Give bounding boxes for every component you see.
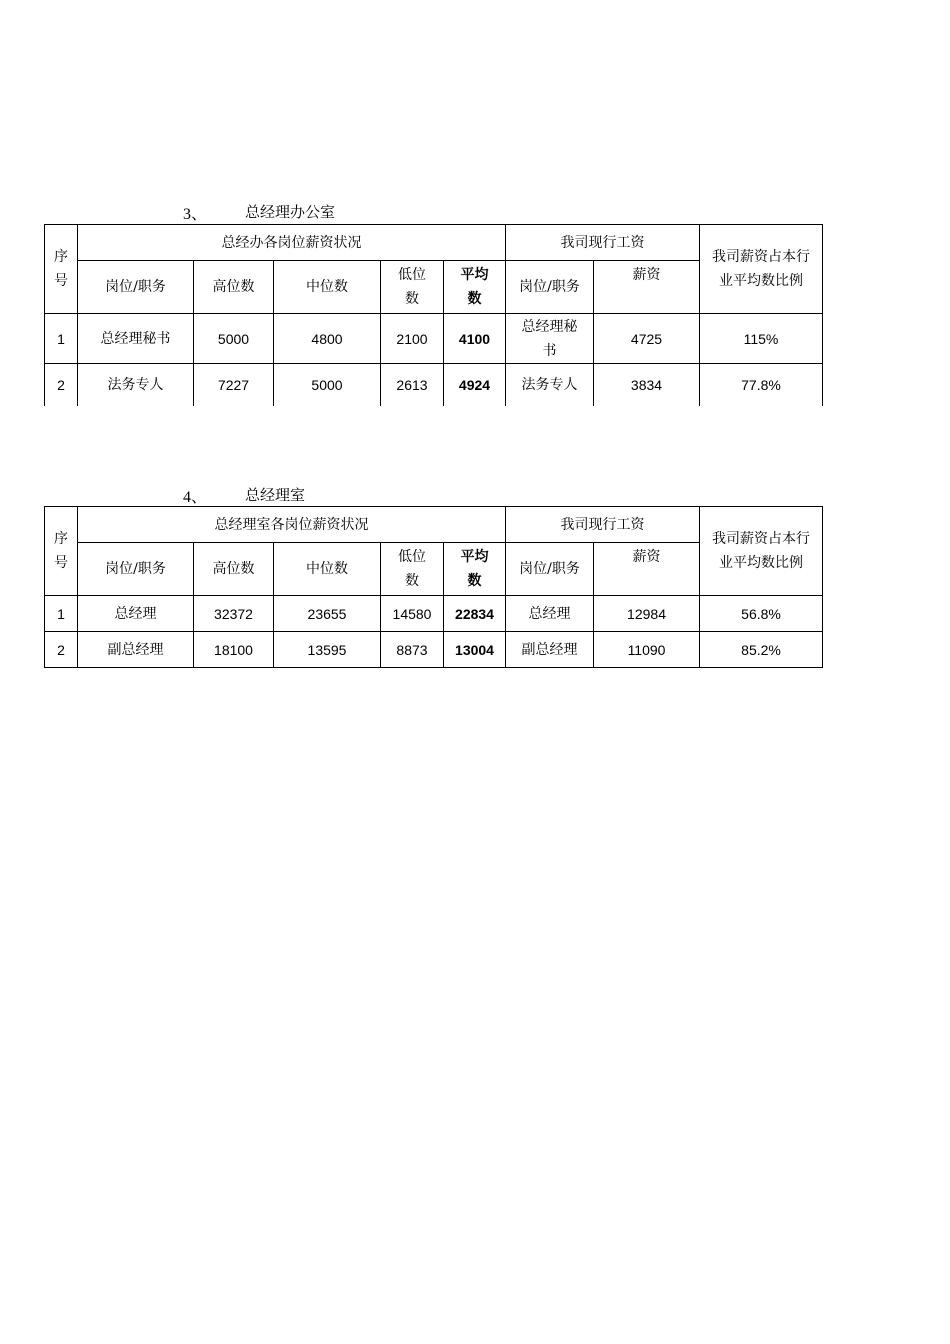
position-cell: 总经理 bbox=[78, 596, 194, 632]
average-cell: 4100 bbox=[444, 314, 506, 364]
low-cell: 8873 bbox=[381, 632, 444, 668]
company-group-header: 我司现行工资 bbox=[506, 225, 700, 261]
ratio-cell: 77.8% bbox=[700, 364, 823, 406]
section-number: 4、 bbox=[183, 489, 208, 506]
median-header: 中位数 bbox=[274, 261, 381, 314]
ratio-cell: 85.2% bbox=[700, 632, 823, 668]
seq-cell: 1 bbox=[45, 314, 78, 364]
low-header: 低位数 bbox=[381, 261, 444, 314]
table-row bbox=[45, 632, 823, 668]
low-cell: 2613 bbox=[381, 364, 444, 406]
seq-cell: 1 bbox=[45, 596, 78, 632]
average-cell: 22834 bbox=[444, 596, 506, 632]
company-position-header: 岗位/职务 bbox=[506, 543, 594, 596]
ratio-cell: 56.8% bbox=[700, 596, 823, 632]
company-position-cell: 总经理秘书 bbox=[506, 314, 594, 364]
company-position-cell: 法务专人 bbox=[506, 364, 594, 406]
high-cell: 7227 bbox=[194, 364, 274, 406]
high-cell: 5000 bbox=[194, 314, 274, 364]
market-group-header: 总经理室各岗位薪资状况 bbox=[78, 507, 506, 543]
section-heading bbox=[183, 201, 383, 221]
low-cell: 14580 bbox=[381, 596, 444, 632]
market-group-header: 总经办各岗位薪资状况 bbox=[78, 225, 506, 261]
ratio-header: 我司薪资占本行业平均数比例 bbox=[700, 507, 823, 596]
table-row bbox=[45, 364, 823, 406]
seq-cell: 2 bbox=[45, 632, 78, 668]
seq-header: 序号 bbox=[45, 507, 78, 596]
salary-cell: 4725 bbox=[594, 314, 700, 364]
salary-cell: 12984 bbox=[594, 596, 700, 632]
section-number: 3、 bbox=[183, 206, 208, 223]
average-header: 平均数 bbox=[444, 261, 506, 314]
position-cell: 总经理秘书 bbox=[78, 314, 194, 364]
average-cell: 13004 bbox=[444, 632, 506, 668]
table-row bbox=[45, 314, 823, 364]
salary-header: 薪资 bbox=[594, 543, 700, 596]
median-cell: 5000 bbox=[274, 364, 381, 406]
low-header: 低位数 bbox=[381, 543, 444, 596]
section-title: 总经理办公室 bbox=[245, 203, 336, 221]
section-heading bbox=[183, 484, 383, 504]
median-cell: 23655 bbox=[274, 596, 381, 632]
median-cell: 4800 bbox=[274, 314, 381, 364]
table-row bbox=[45, 596, 823, 632]
position-cell: 法务专人 bbox=[78, 364, 194, 406]
median-cell: 13595 bbox=[274, 632, 381, 668]
position-cell: 副总经理 bbox=[78, 632, 194, 668]
salary-cell: 3834 bbox=[594, 364, 700, 406]
salary-header: 薪资 bbox=[594, 261, 700, 314]
high-header: 高位数 bbox=[194, 543, 274, 596]
company-group-header: 我司现行工资 bbox=[506, 507, 700, 543]
ratio-header: 我司薪资占本行业平均数比例 bbox=[700, 225, 823, 314]
seq-cell: 2 bbox=[45, 364, 78, 406]
average-cell: 4924 bbox=[444, 364, 506, 406]
salary-table bbox=[44, 224, 823, 406]
high-header: 高位数 bbox=[194, 261, 274, 314]
section-title: 总经理室 bbox=[245, 486, 306, 504]
position-header: 岗位/职务 bbox=[78, 261, 194, 314]
company-position-header: 岗位/职务 bbox=[506, 261, 594, 314]
position-header: 岗位/职务 bbox=[78, 543, 194, 596]
high-cell: 32372 bbox=[194, 596, 274, 632]
company-position-cell: 总经理 bbox=[506, 596, 594, 632]
high-cell: 18100 bbox=[194, 632, 274, 668]
median-header: 中位数 bbox=[274, 543, 381, 596]
ratio-cell: 115% bbox=[700, 314, 823, 364]
salary-table bbox=[44, 506, 823, 668]
average-header: 平均数 bbox=[444, 543, 506, 596]
company-position-cell: 副总经理 bbox=[506, 632, 594, 668]
low-cell: 2100 bbox=[381, 314, 444, 364]
salary-cell: 11090 bbox=[594, 632, 700, 668]
seq-header: 序号 bbox=[45, 225, 78, 314]
